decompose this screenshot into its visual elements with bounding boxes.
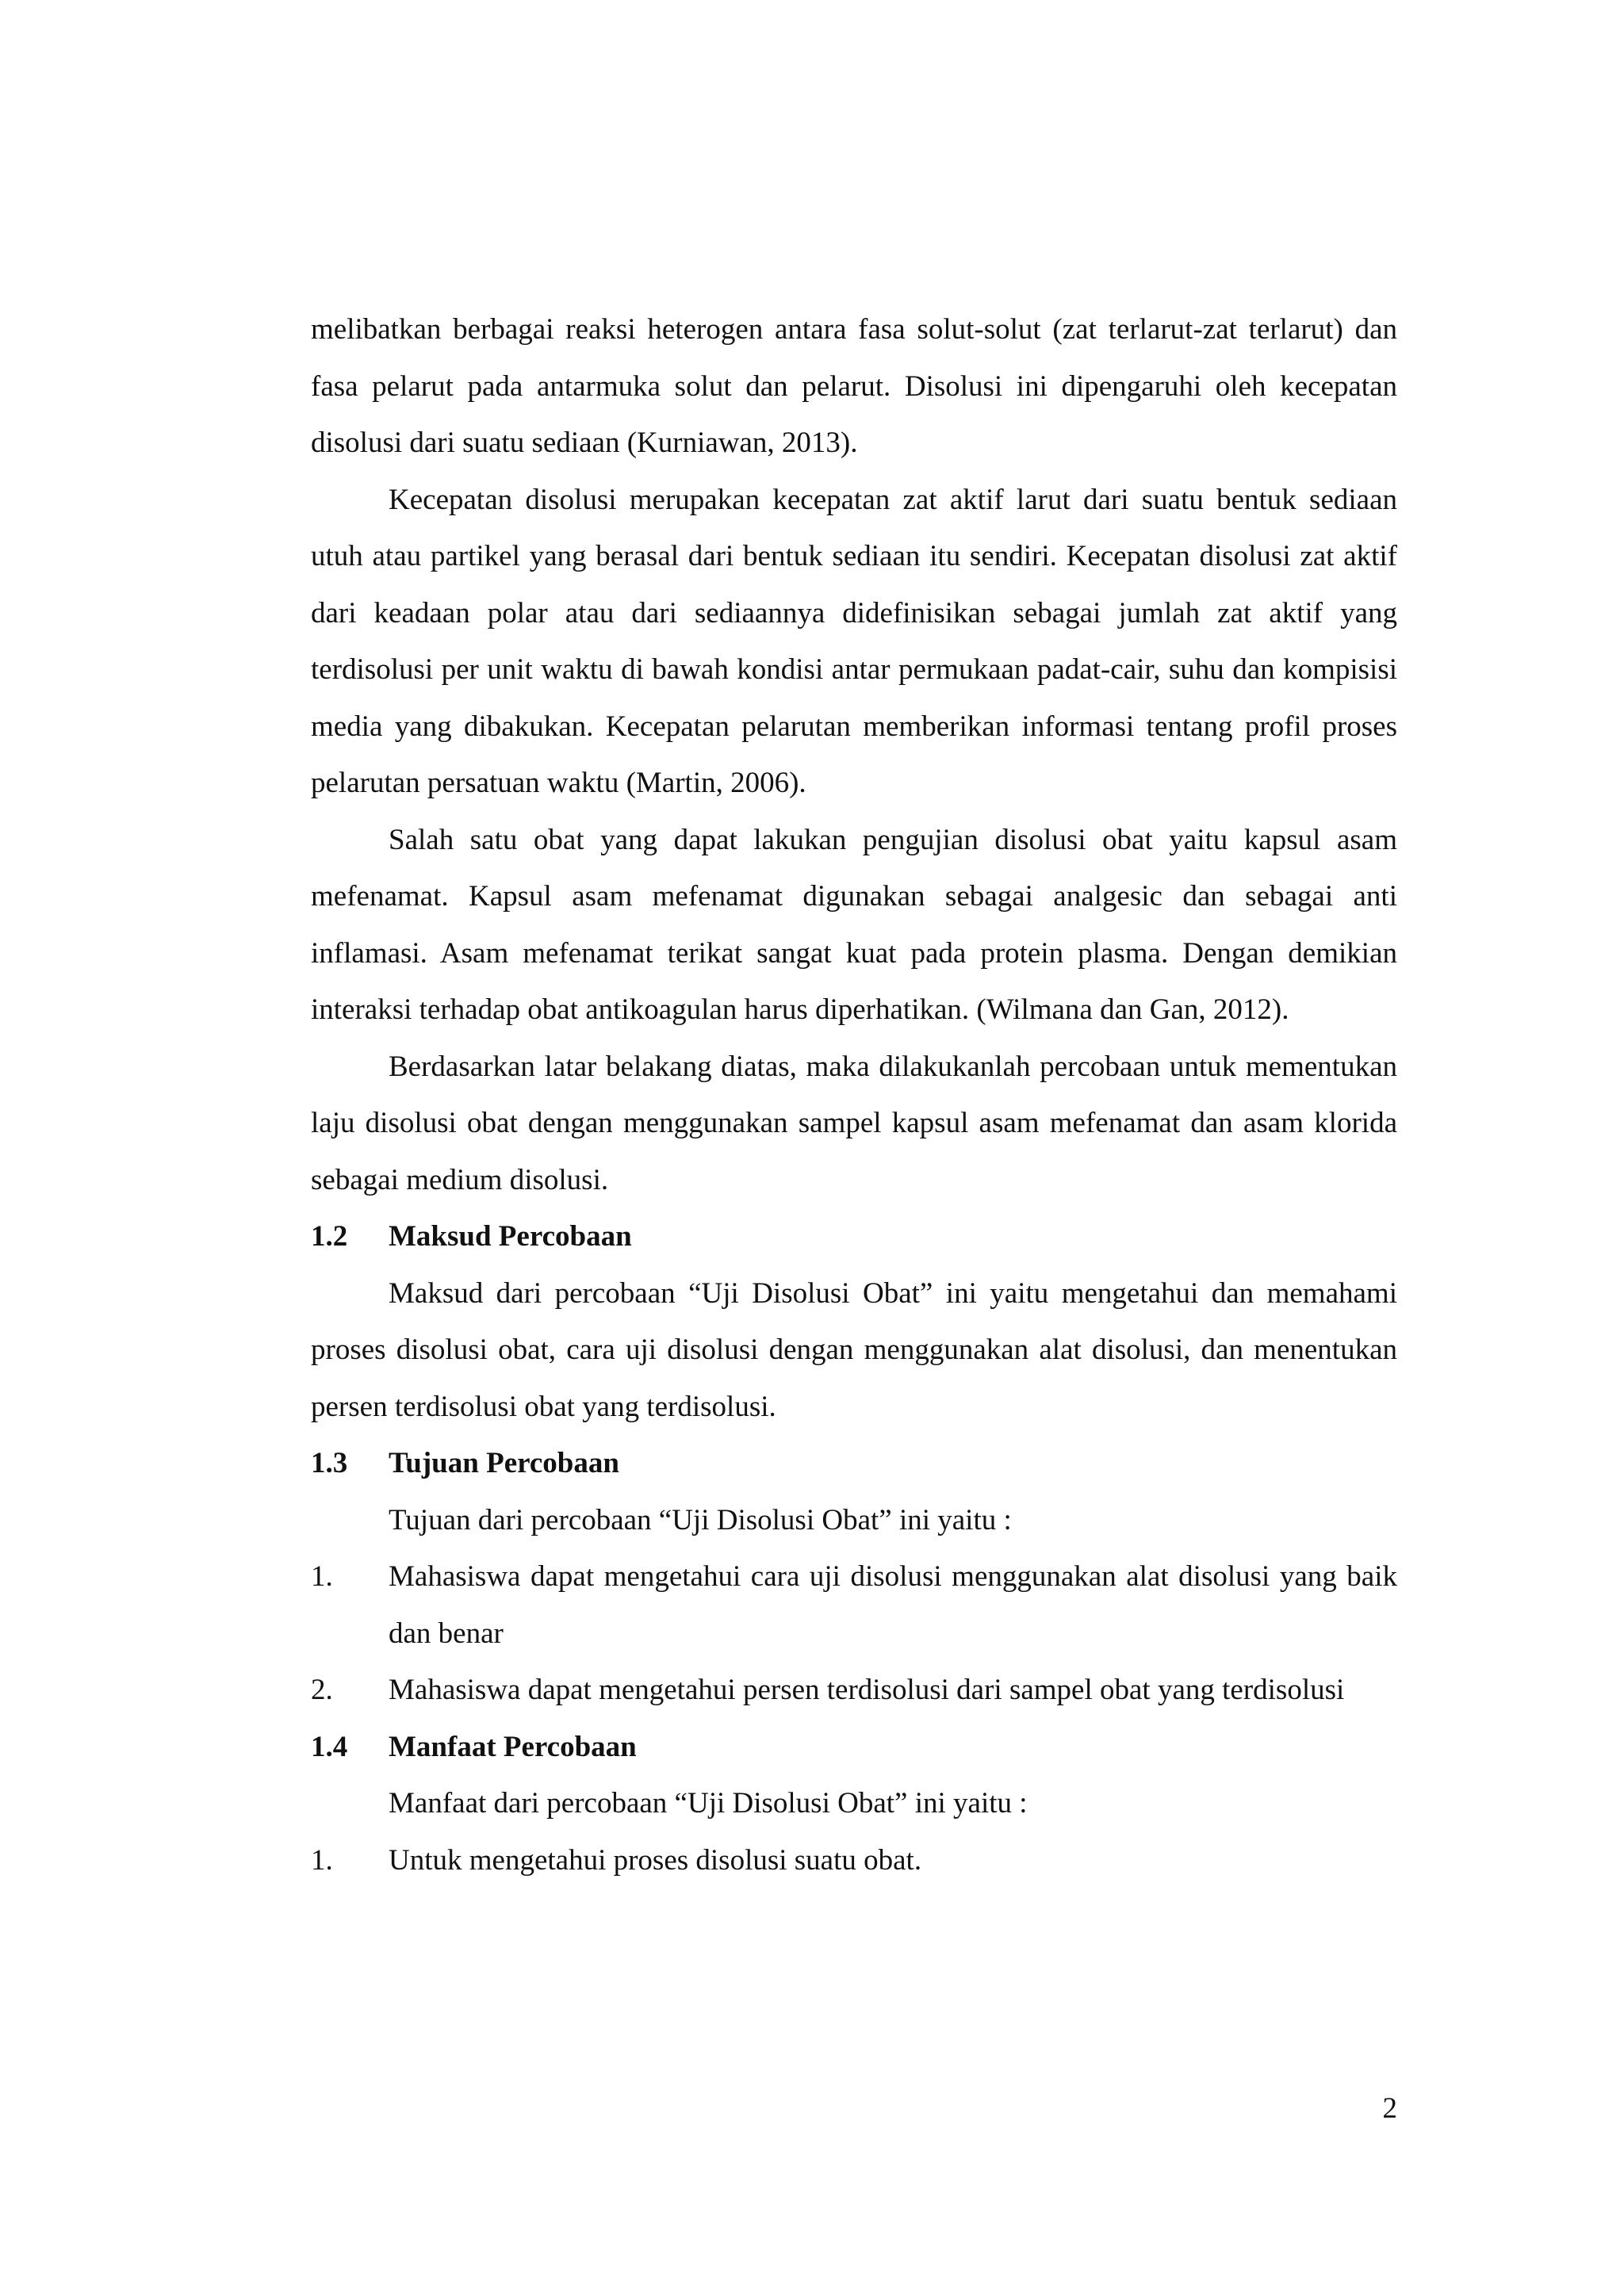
- list-item-text: Untuk mengetahui proses disolusi suatu obat.: [389, 1843, 922, 1877]
- list-item-text: Mahasiswa dapat mengetahui cara uji disolusi menggunakan alat disolusi yang baik dan benar: [389, 1560, 1397, 1650]
- section-number: 1.3: [311, 1447, 348, 1479]
- list-item-number: 1.: [311, 1843, 333, 1877]
- page-number: 2: [1382, 2092, 1397, 2125]
- paragraph-intro-continuation: melibatkan berbagai reaksi heterogen antara fasa solut-solut (zat terlarut-zat terlarut) dan fasa pelarut pada antarmuka solut dan pelarut. Disolusi ini dipengaruhi oleh kecepatan disolusi dari suatu sediaan (Kurniawan, 2013).: [311, 313, 1397, 459]
- section-number: 1.4: [311, 1730, 348, 1763]
- section-heading-manfaat: [311, 1719, 1397, 1776]
- paragraph-kecepatan-disolusi: Kecepatan disolusi merupakan kecepatan zat aktif larut dari suatu bentuk sediaan utuh atau partikel yang berasal dari bentuk sediaan itu sendiri. Kecepatan disolusi zat aktif dari keadaan polar atau dari sediaannya didefinisikan sebagai jumlah zat aktif yang terdisolusi per unit waktu di bawah kondisi antar permukaan padat-cair, suhu dan kompisisi media yang dibakukan. Kecepatan pelarutan memberikan informasi tentang profil proses pelarutan persatuan waktu (Martin, 2006).: [311, 483, 1397, 799]
- section-title: Manfaat Percobaan: [389, 1730, 637, 1763]
- list-item-number: 1.: [311, 1560, 333, 1593]
- paragraph-tujuan-intro: Tujuan dari percobaan “Uji Disolusi Obat” ini yaitu :: [389, 1503, 1012, 1536]
- section-title: Tujuan Percobaan: [389, 1447, 619, 1479]
- document-page: [311, 301, 1397, 1888]
- paragraph-asam-mefenamat: Salah satu obat yang dapat lakukan pengujian disolusi obat yaitu kapsul asam mefenamat. Kapsul asam mefenamat digunakan sebagai analgesic dan sebagai anti inflamasi. Asam mefenamat terikat sangat kuat pada protein plasma. Dengan demikian interaksi terhadap obat antikoagulan harus diperhatikan. (Wilmana dan Gan, 2012).: [311, 823, 1397, 1026]
- list-item: [311, 1832, 1397, 1889]
- list-item-number: 2.: [311, 1674, 333, 1706]
- list-item: [311, 1548, 1397, 1662]
- section-title: Maksud Percobaan: [389, 1220, 632, 1253]
- paragraph-latar-belakang: Berdasarkan latar belakang diatas, maka dilakukanlah percobaan untuk mementukan laju disolusi obat dengan menggunakan sampel kapsul asam mefenamat dan asam klorida sebagai medium disolusi.: [311, 1050, 1397, 1196]
- section-heading-maksud: [311, 1208, 1397, 1265]
- list-item-text: Mahasiswa dapat mengetahui persen terdisolusi dari sampel obat yang terdisolusi: [389, 1674, 1345, 1706]
- section-heading-tujuan: [311, 1435, 1397, 1492]
- section-number: 1.2: [311, 1220, 348, 1253]
- list-item: [311, 1662, 1397, 1719]
- paragraph-manfaat-intro: Manfaat dari percobaan “Uji Disolusi Obat” ini yaitu :: [389, 1787, 1028, 1820]
- paragraph-maksud: Maksud dari percobaan “Uji Disolusi Obat” ini yaitu mengetahui dan memahami proses disolusi obat, cara uji disolusi dengan menggunakan alat disolusi, dan menentukan persen terdisolusi obat yang terdisolusi.: [311, 1276, 1397, 1423]
